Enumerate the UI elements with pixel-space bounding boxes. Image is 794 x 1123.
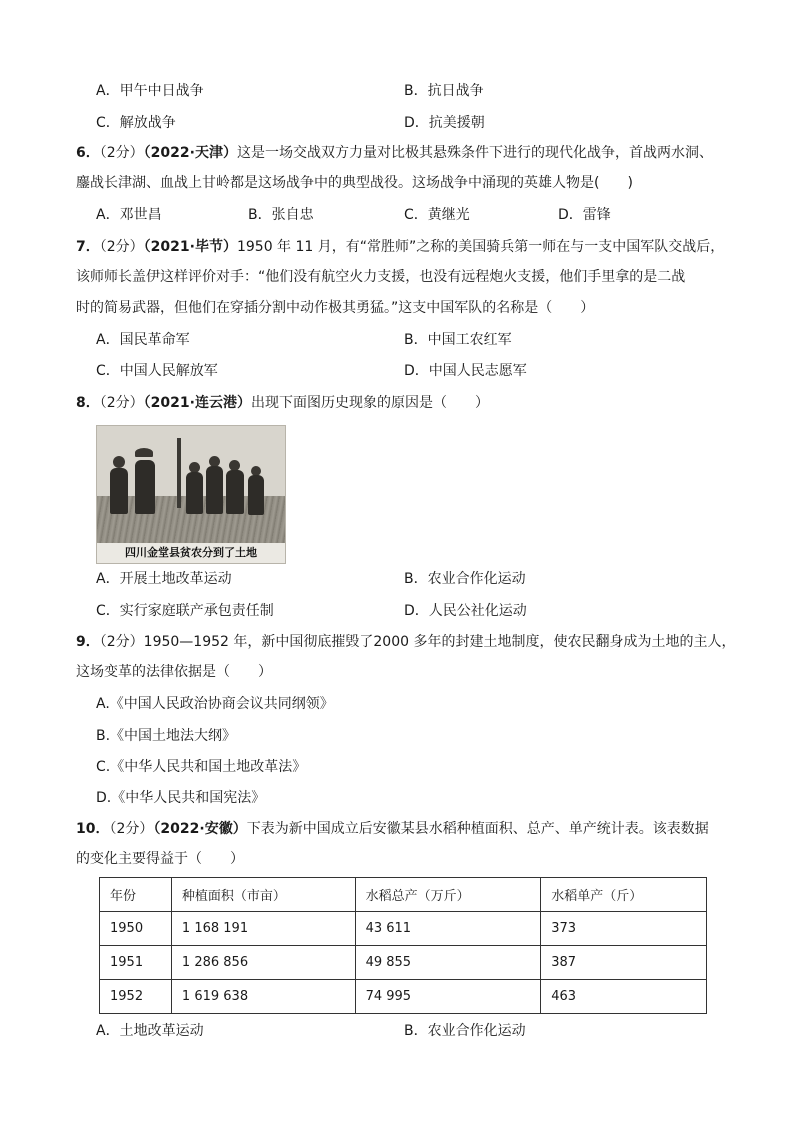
q10-option-a[interactable]: A．土地改革运动 xyxy=(96,1023,204,1039)
q9-text-1: 1950—1952 年，新中国彻底摧毁了2000 多年的封建土地制度，使农民翻身成为土地的主人， xyxy=(143,634,736,650)
photo-figure xyxy=(135,460,155,514)
q7-score: （2分） xyxy=(99,239,144,255)
table-cell: 463 xyxy=(541,980,707,1014)
q8-stem-line1 xyxy=(76,392,724,414)
photo-figure xyxy=(248,475,264,515)
q6-option-b[interactable]: B．张自忠 xyxy=(248,207,314,223)
q10-stem-line2: 的变化主要得益于（ ） xyxy=(76,851,244,867)
q8-text-1: 出现下面图历史现象的原因是（ ） xyxy=(250,395,489,411)
q8-source: （2021·连云港） xyxy=(143,395,251,411)
table-row xyxy=(100,946,707,980)
q7-option-d[interactable]: D．中国人民志愿军 xyxy=(404,363,527,379)
photo-figure xyxy=(226,470,244,514)
table-header-row xyxy=(100,878,707,912)
q8-option-c[interactable]: C．实行家庭联产承包责任制 xyxy=(96,603,274,619)
q6-text-1: 这是一场交战双方力量对比极其悬殊条件下进行的现代化战争，首战两水洞、 xyxy=(236,145,713,161)
q10-stem-line1 xyxy=(76,818,724,840)
table-cell: 49 855 xyxy=(355,946,541,980)
q6-stem-line1 xyxy=(76,142,724,164)
q6-option-c[interactable]: C．黄继光 xyxy=(404,207,470,223)
table-row xyxy=(100,912,707,946)
table-header-cell: 年份 xyxy=(100,878,172,912)
table-cell: 74 995 xyxy=(355,980,541,1014)
q10-option-b[interactable]: B．农业合作化运动 xyxy=(404,1023,526,1039)
q10-text-1: 下表为新中国成立后安徽某县水稻种植面积、总产、单产统计表。该表数据 xyxy=(246,821,709,837)
q9-option-c[interactable]: C.《中华人民共和国土地改革法》 xyxy=(96,759,307,775)
table-cell: 1 286 856 xyxy=(171,946,355,980)
q6-stem-line2: 鏖战长津湖、血战上甘岭都是这场战争中的典型战役。这场战争中涌现的英雄人物是( ) xyxy=(76,175,633,191)
q9-number: 9． xyxy=(76,634,100,650)
photo-figure-hat xyxy=(135,448,153,457)
q7-stem-line1 xyxy=(76,236,724,258)
table-header-cell: 水稻单产（斤） xyxy=(541,878,707,912)
q7-stem-line3: 时的简易武器，但他们在穿插分割中动作极其勇猛。”这支中国军队的名称是（ ） xyxy=(76,300,595,316)
q9-stem-line1 xyxy=(76,631,736,653)
table-row xyxy=(100,980,707,1014)
q5-option-b[interactable]: B．抗日战争 xyxy=(404,83,484,99)
q8-score: （2分） xyxy=(99,395,144,411)
q7-option-b[interactable]: B．中国工农红军 xyxy=(404,332,512,348)
photo-figure-head xyxy=(113,456,125,468)
photo-figure xyxy=(206,466,223,514)
q7-option-a[interactable]: A．国民革命军 xyxy=(96,332,190,348)
q9-stem-line2: 这场变革的法律依据是（ ） xyxy=(76,664,272,680)
photo-figure xyxy=(110,468,128,514)
q8-option-a[interactable]: A．开展土地改革运动 xyxy=(96,571,232,587)
q6-option-d[interactable]: D．雷锋 xyxy=(558,207,611,223)
table-cell: 43 611 xyxy=(355,912,541,946)
q10-score: （2分） xyxy=(109,821,154,837)
table-header-cell: 种植面积（市亩） xyxy=(171,878,355,912)
table-header-cell: 水稻总产（万斤） xyxy=(355,878,541,912)
q5-option-c[interactable]: C．解放战争 xyxy=(96,115,176,131)
q6-number: 6． xyxy=(76,145,100,161)
table-cell: 1 619 638 xyxy=(171,980,355,1014)
table-cell: 373 xyxy=(541,912,707,946)
q6-option-a[interactable]: A．邓世昌 xyxy=(96,207,162,223)
table-cell: 1952 xyxy=(100,980,172,1014)
q7-stem-line2: 该师师长盖伊这样评价对手：“他们没有航空火力支援，也没有远程炮火支援，他们手里拿的是二战 xyxy=(76,269,686,285)
photo-caption: 四川金堂县贫农分到了土地 xyxy=(97,543,285,563)
q9-option-a[interactable]: A.《中国人民政治协商会议共同纲领》 xyxy=(96,696,334,712)
q9-option-b[interactable]: B.《中国土地法大纲》 xyxy=(96,728,237,744)
q9-option-d[interactable]: D.《中华人民共和国宪法》 xyxy=(96,790,266,806)
q7-source: （2021·毕节） xyxy=(143,239,237,255)
q10-number: 10． xyxy=(76,821,110,837)
rice-statistics-table xyxy=(99,877,707,1014)
q10-source: （2022·安徽） xyxy=(153,821,247,837)
q7-option-c[interactable]: C．中国人民解放军 xyxy=(96,363,218,379)
table-cell: 1951 xyxy=(100,946,172,980)
q8-option-d[interactable]: D．人民公社化运动 xyxy=(404,603,527,619)
q5-option-d[interactable]: D．抗美援朝 xyxy=(404,115,485,131)
q5-option-a[interactable]: A．甲午中日战争 xyxy=(96,83,204,99)
q8-option-b[interactable]: B．农业合作化运动 xyxy=(404,571,526,587)
q9-score: （2分） xyxy=(99,634,144,650)
historical-photo xyxy=(96,425,286,564)
table-cell: 387 xyxy=(541,946,707,980)
q7-number: 7． xyxy=(76,239,100,255)
q7-text-1: 1950 年 11 月，有“常胜师”之称的美国骑兵第一师在与一支中国军队交战后， xyxy=(236,239,725,255)
photo-flag-pole xyxy=(177,438,181,508)
q6-source: （2022·天津） xyxy=(143,145,237,161)
table-cell: 1 168 191 xyxy=(171,912,355,946)
table-cell: 1950 xyxy=(100,912,172,946)
photo-figure xyxy=(186,472,203,514)
q8-number: 8． xyxy=(76,395,100,411)
q6-score: （2分） xyxy=(99,145,144,161)
